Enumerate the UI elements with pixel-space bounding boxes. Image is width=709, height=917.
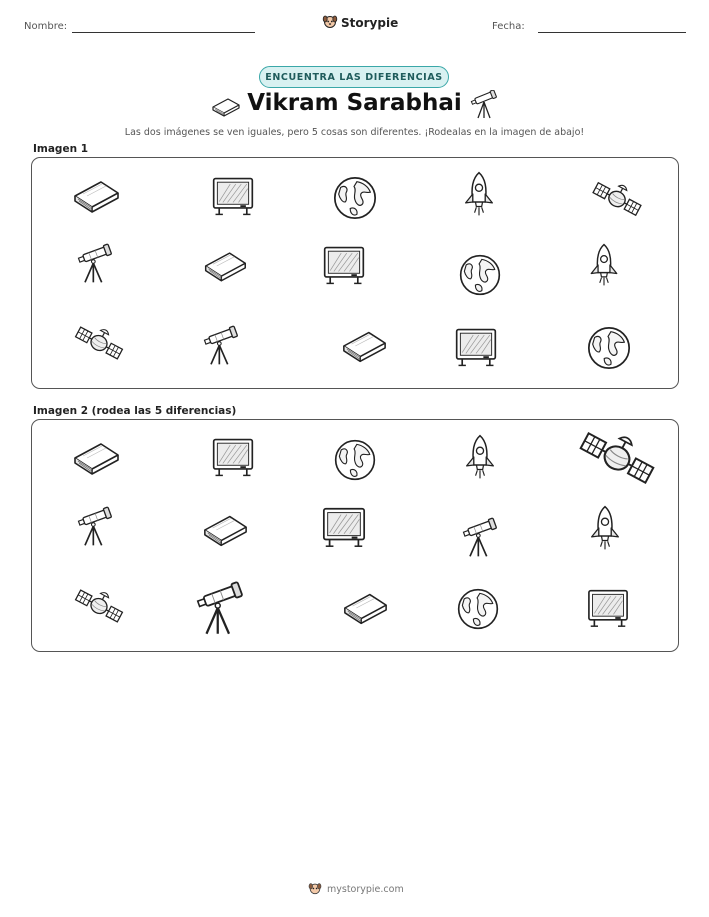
rocket-icon (461, 170, 497, 218)
instructions: Las dos imágenes se ven iguales, pero 5 cosas son diferentes. ¡Rodealas en la imagen de abajo! (124, 127, 585, 138)
brand-name: Storypie (341, 16, 399, 30)
telescope-icon (75, 241, 115, 287)
book-icon (201, 510, 249, 550)
telescope-icon (201, 323, 241, 369)
satellite-icon (591, 178, 643, 220)
satellite-icon (73, 586, 125, 626)
telescope-icon (470, 90, 498, 120)
chalkboard-icon (321, 243, 367, 287)
satellite-icon (73, 323, 125, 363)
footer (308, 880, 404, 899)
book-icon (341, 588, 389, 628)
rocket-icon (587, 242, 621, 288)
book-icon (71, 174, 121, 218)
worksheet-type-badge: ENCUENTRA LAS DIFERENCIAS (259, 66, 449, 88)
globe-icon (330, 174, 380, 222)
satellite-icon (577, 427, 657, 489)
rocket-icon (461, 433, 499, 481)
image1-label: Imagen 1 (33, 143, 89, 155)
name-label: Nombre: (24, 21, 68, 32)
book-icon (71, 436, 121, 480)
chalkboard-icon (320, 505, 368, 549)
image2-label: Imagen 2 (rodea las 5 diferencias) (33, 405, 237, 417)
dog-logo-icon (308, 880, 322, 899)
brand-logo (322, 13, 398, 33)
telescope-icon (460, 516, 500, 560)
name-field[interactable] (72, 32, 255, 33)
telescope-icon (193, 577, 247, 641)
dog-logo-icon (322, 13, 338, 33)
book-icon (202, 246, 248, 286)
globe-icon (455, 586, 501, 632)
date-label: Fecha: (492, 21, 525, 32)
book-icon (340, 326, 388, 366)
rocket-icon (587, 504, 623, 552)
chalkboard-icon (210, 436, 256, 478)
date-field[interactable] (538, 32, 686, 33)
chalkboard-icon (585, 588, 631, 628)
footer-url: mystorypie.com (327, 884, 404, 895)
globe-icon (330, 437, 380, 483)
globe-icon (585, 324, 633, 372)
globe-icon (457, 252, 503, 298)
chalkboard-icon (210, 174, 256, 218)
telescope-icon (75, 505, 115, 549)
chalkboard-icon (453, 326, 499, 368)
page-title: Vikram Sarabhai (247, 90, 462, 116)
